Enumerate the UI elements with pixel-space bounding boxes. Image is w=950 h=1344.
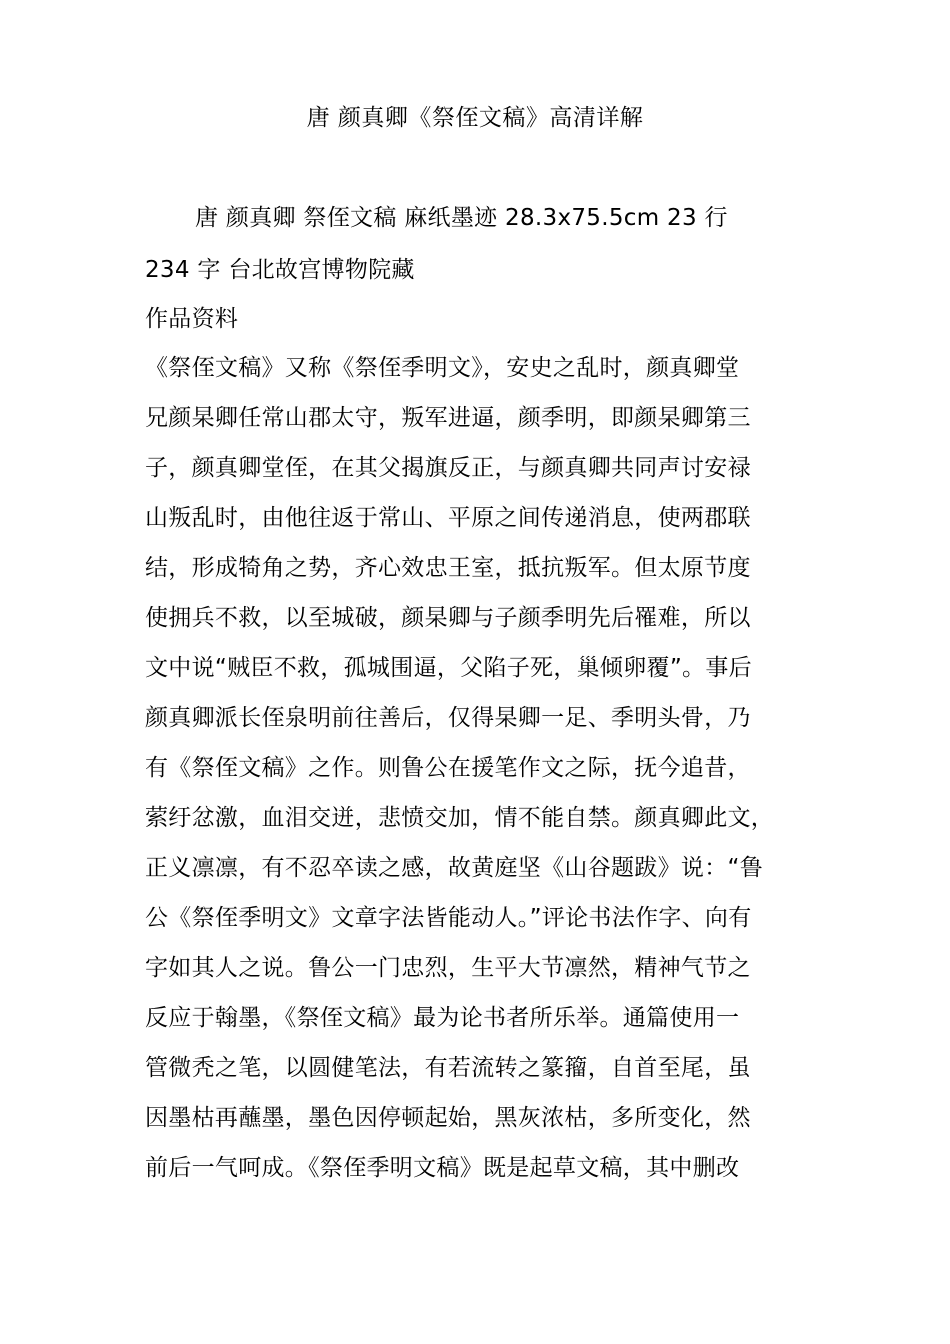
body-line: 兄颜杲卿任常山郡太守，叛军进逼，颜季明，即颜杲卿第三 — [145, 405, 751, 431]
document-title: 唐 颜真卿《祭侄文稿》高清详解 — [306, 105, 644, 131]
body-line: 文中说“贼臣不救，孤城围逼，父陷子死，巢倾卵覆”。事后 — [145, 655, 752, 681]
body-line: 反应于翰墨，《祭侄文稿》最为论书者所乐举。通篇使用一 — [145, 1005, 740, 1031]
body-line: 《祭侄文稿》又称《祭侄季明文》，安史之乱时，颜真卿堂 — [145, 355, 740, 381]
body-line: 使拥兵不救，以至城破，颜杲卿与子颜季明先后罹难，所以 — [145, 605, 751, 631]
body-line: 山叛乱时，由他往返于常山、平原之间传递消息，使两郡联 — [145, 505, 751, 531]
body-line: 正义凛凛，有不忍卒读之感，故黄庭坚《山谷题跋》说：“鲁 — [145, 855, 764, 881]
body-line: 颜真卿派长侄泉明前往善后，仅得杲卿一足、季明头骨，乃 — [145, 705, 751, 731]
body-line: 子，颜真卿堂侄，在其父揭旗反正，与颜真卿共同声讨安禄 — [145, 455, 751, 481]
meta-line-2: 234 字 台北故宫博物院藏 — [145, 257, 415, 283]
body-line: 结，形成犄角之势，齐心效忠王室，抵抗叛军。但太原节度 — [145, 555, 751, 581]
body-line: 萦纡忿激，血泪交迸，悲愤交加，情不能自禁。颜真卿此文， — [145, 805, 775, 831]
body-line: 公《祭侄季明文》文章字法皆能动人。”评论书法作字、向有 — [145, 905, 752, 931]
body-line: 有《祭侄文稿》之作。则鲁公在援笔作文之际，抚今追昔， — [145, 755, 751, 781]
section-heading: 作品资料 — [145, 306, 239, 332]
meta-line-1: 唐 颜真卿 祭侄文稿 麻纸墨迹 28.3x75.5cm 23 行 — [195, 205, 728, 231]
body-line: 前后一气呵成。《祭侄季明文稿》既是起草文稿，其中删改 — [145, 1155, 740, 1181]
body-line: 字如其人之说。鲁公一门忠烈，生平大节凛然，精神气节之 — [145, 955, 751, 981]
body-line: 因墨枯再蘸墨，墨色因停顿起始，黑灰浓枯，多所变化，然 — [145, 1105, 751, 1131]
body-line: 管微秃之笔，以圆健笔法，有若流转之篆籀，自首至尾，虽 — [145, 1055, 751, 1081]
